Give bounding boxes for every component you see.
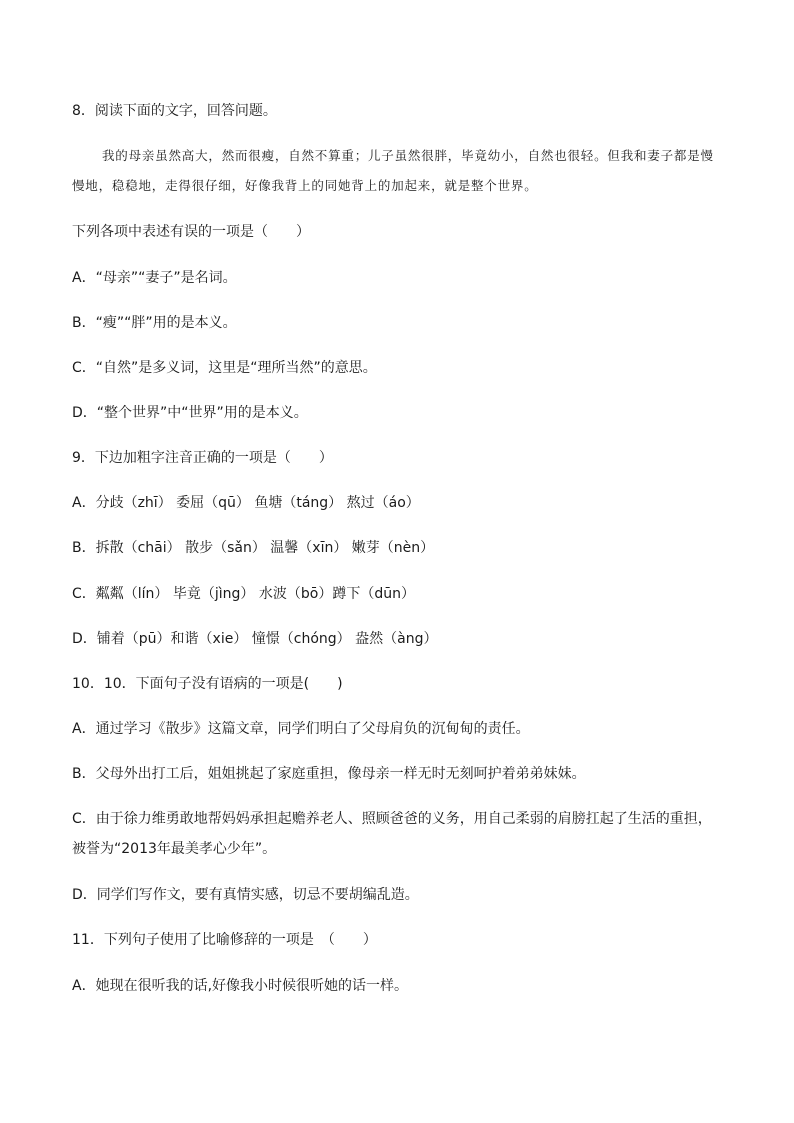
q8-passage: 我的母亲虽然高大，然而很瘦，自然不算重；儿子虽然很胖，毕竟幼小，自然也很轻。但我和妻子都是慢慢地，稳稳地，走得很仔细，好像我背上的同她背上的加起来，就是整个世界。 xyxy=(72,148,714,193)
q11-option-a: A．她现在很听我的话,好像我小时候很听她的话一样。 xyxy=(72,978,409,994)
q9-title: 9．下边加粗字注音正确的一项是（ ） xyxy=(72,450,333,466)
q10-title: 10．10．下面句子没有语病的一项是( ) xyxy=(72,676,343,692)
q8-title: 8．阅读下面的文字，回答问题。 xyxy=(72,103,277,119)
q8-option-c: C．“自然”是多义词，这里是“理所当然”的意思。 xyxy=(72,360,377,376)
q10-option-c: C．由于徐力维勇敢地帮妈妈承担起赡养老人、照顾爸爸的义务，用自己柔弱的肩膀扛起了生活的重担，被誉为“2013年最美孝心少年”。 xyxy=(72,811,712,857)
q8-prompt: 下列各项中表述有误的一项是（ ） xyxy=(72,224,310,240)
q10-option-a: A．通过学习《散步》这篇文章，同学们明白了父母肩负的沉甸甸的责任。 xyxy=(72,721,530,737)
q9-option-d: D．铺着（pū）和谐（xie） 憧憬（chóng） 盎然（àng） xyxy=(72,631,438,647)
q9-option-a: A．分歧（zhī） 委屈（qū） 鱼塘（táng） 熬过（áo） xyxy=(72,495,420,511)
q8-option-b: B．“瘦”“胖”用的是本义。 xyxy=(72,315,237,331)
q9-option-b: B．拆散（chāi） 散步（sǎn） 温馨（xīn） 嫩芽（nèn） xyxy=(72,540,435,556)
q10-option-d: D．同学们写作文，要有真情实感，切忌不要胡编乱造。 xyxy=(72,887,419,903)
q8-option-a: A．“母亲”“妻子”是名词。 xyxy=(72,270,237,286)
q8-option-d: D．“整个世界”中“世界”用的是本义。 xyxy=(72,405,308,421)
q10-option-b: B．父母外出打工后，姐姐挑起了家庭重担，像母亲一样无时无刻呵护着弟弟妹妹。 xyxy=(72,766,586,782)
q9-option-c: C．粼粼（lín） 毕竟（jìng） 水波（bō）蹲下（dūn） xyxy=(72,586,415,602)
q11-title: 11．下列句子使用了比喻修辞的一项是 （ ） xyxy=(72,932,377,948)
